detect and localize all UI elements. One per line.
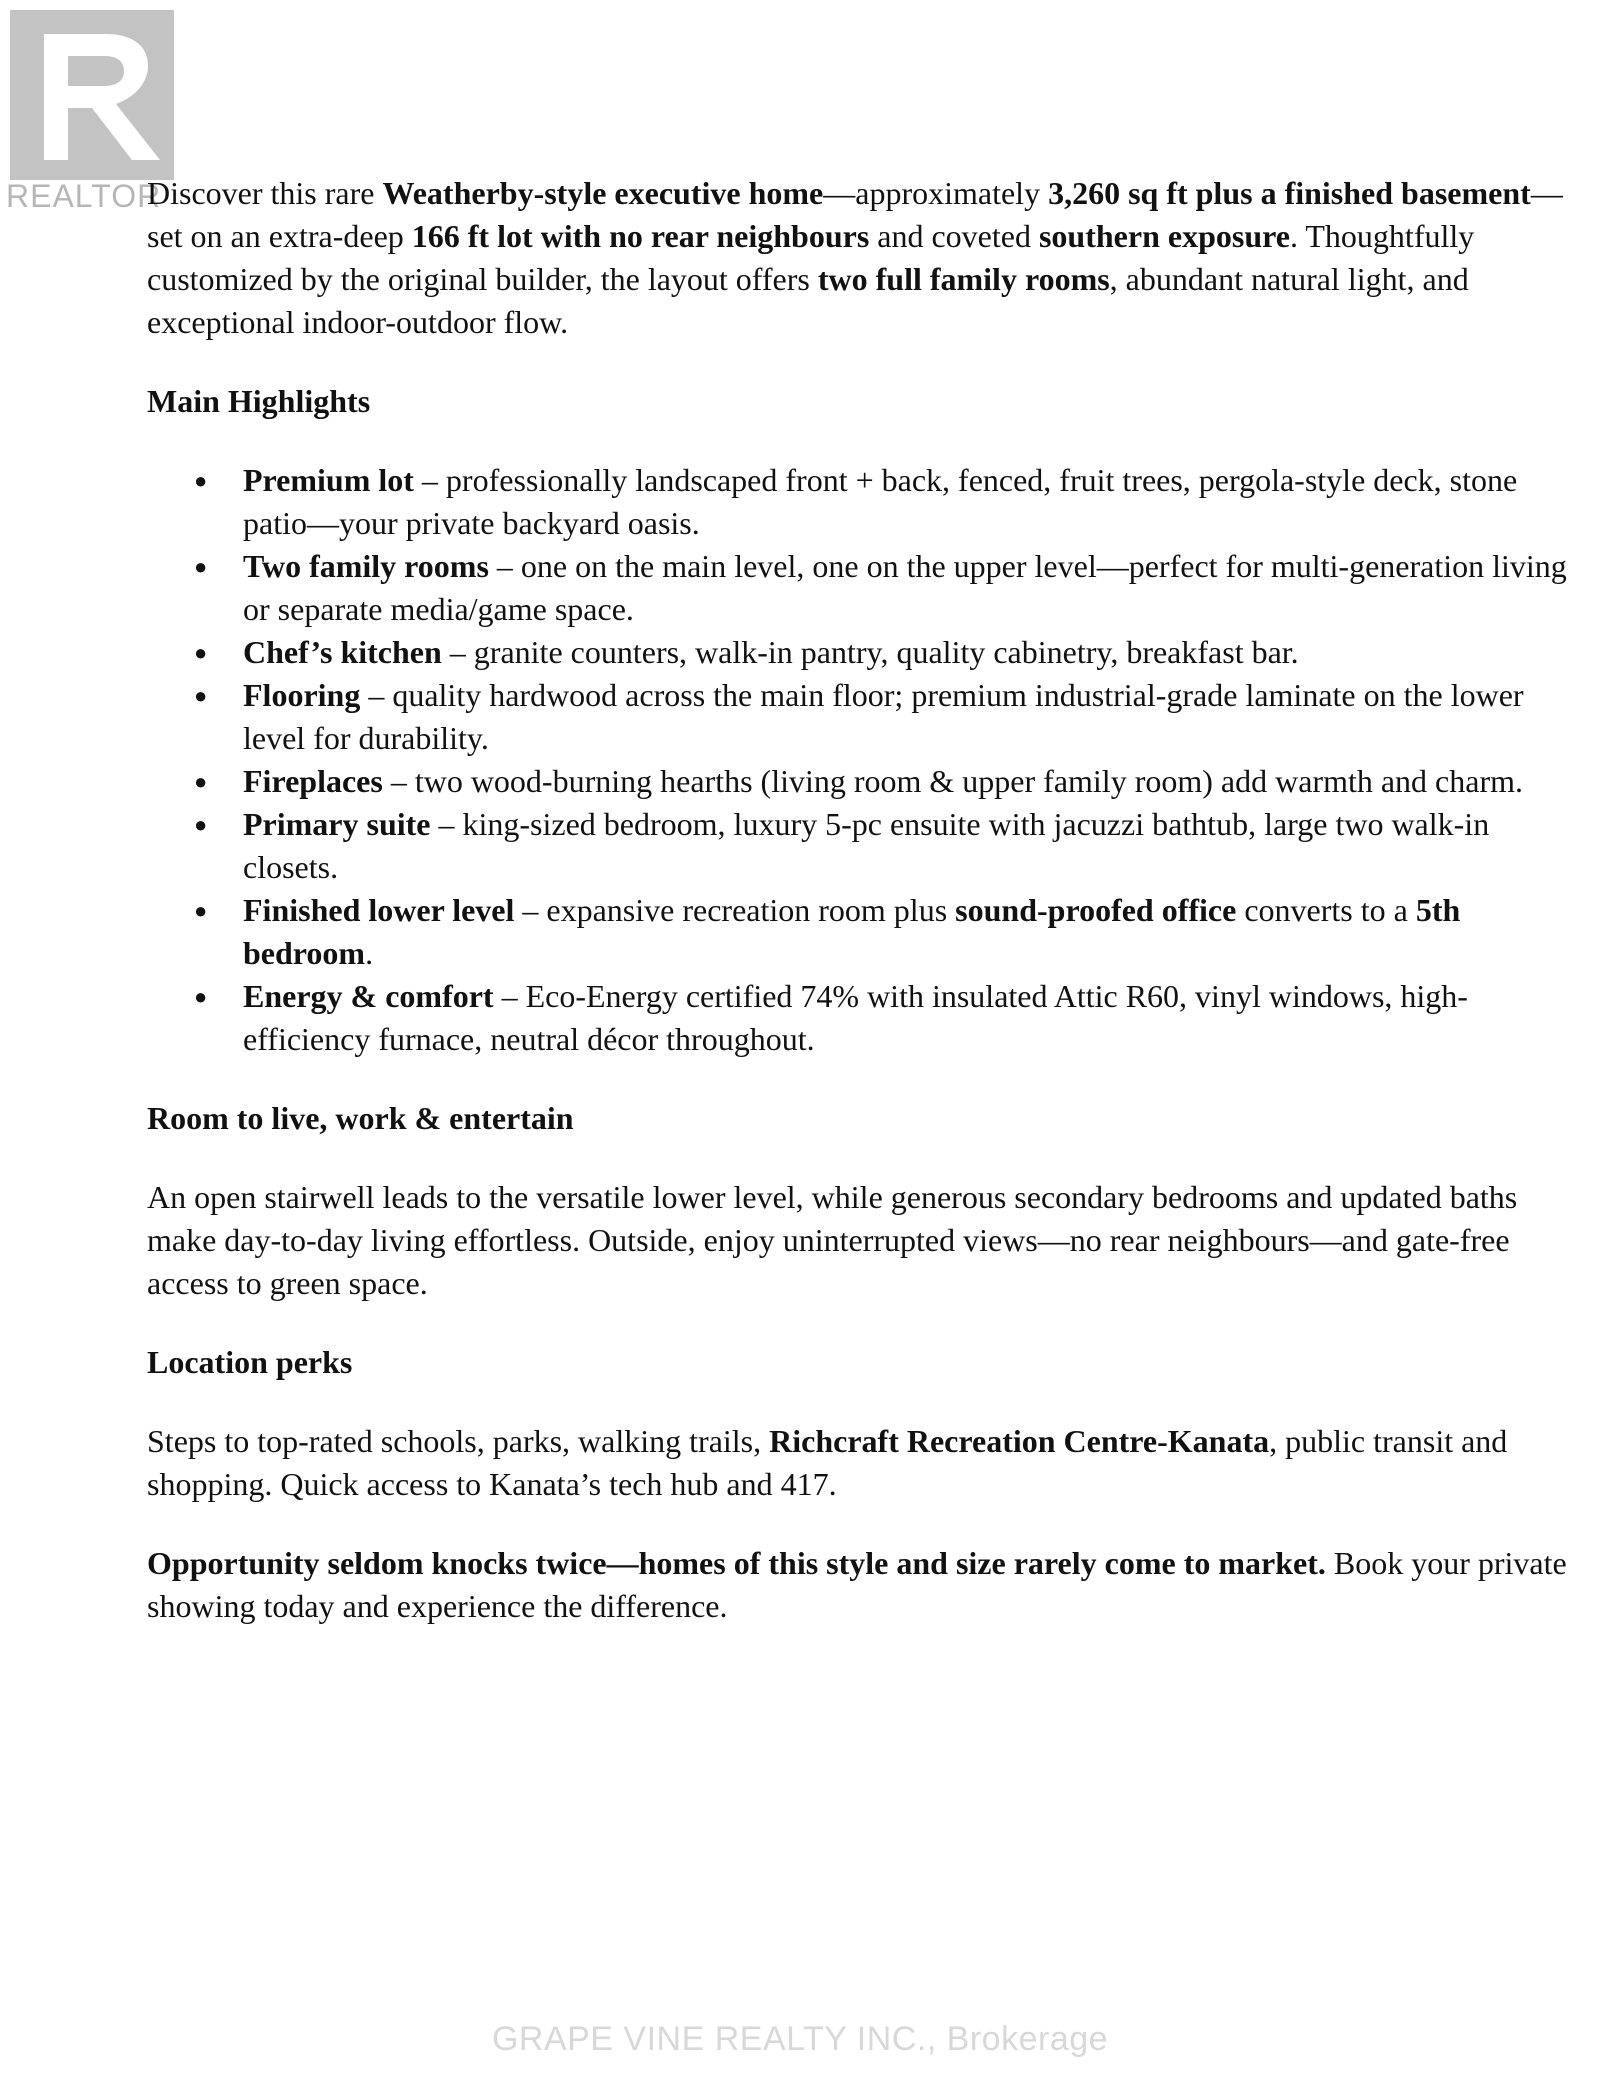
location-heading: Location perks [147,1344,353,1380]
main-highlights-heading: Main Highlights [147,383,371,419]
list-item: ● Primary suite – king-sized bedroom, luxury 5-pc ensuite with jacuzzi bathtub, large two walk-in closets. [147,803,1587,889]
bullet-icon: ● [194,812,208,837]
closing-paragraph: Opportunity seldom knocks twice—homes of this style and size rarely come to market. Book your private showing today and experience the difference. [147,1545,1567,1624]
intro-paragraph: Discover this rare Weatherby-style executive home—approximately 3,260 sq ft plus a finished basement—set on an extra-deep 166 ft lot with no rear neighbours and coveted southern exposure. Thoughtfully customized by the original builder, the layout offers two full family rooms, abundant natural light, and exceptional indoor-outdoor flow. [147,175,1563,340]
bullet-icon: ● [194,554,208,579]
list-item: ● Energy & comfort – Eco-Energy certified 74% with insulated Attic R60, vinyl windows, high-efficiency furnace, neutral décor throughout. [147,975,1587,1061]
live-work-paragraph: An open stairwell leads to the versatile lower level, while generous secondary bedrooms and updated baths make day-to-day living effortless. Outside, enjoy uninterrupted views—no rear neighbours—and gate-free access to green space. [147,1179,1518,1301]
list-item: ● Flooring – quality hardwood across the main floor; premium industrial-grade laminate on the lower level for durability. [147,674,1587,760]
list-item: ● Two family rooms – one on the main level, one on the upper level—perfect for multi-generation living or separate media/game space. [147,545,1587,631]
realtor-logo [10,10,174,180]
bullet-icon: ● [194,984,208,1009]
realtor-r-icon [10,10,174,180]
brokerage-watermark: GRAPE VINE REALTY INC., Brokerage [491,2020,1109,2058]
bullet-icon: ● [194,640,208,665]
realtor-logo-word: REALTOR [6,178,162,214]
highlights-list [147,459,1587,1061]
bullet-icon: ● [194,468,208,493]
bullet-icon: ● [194,683,208,708]
list-item: ● Fireplaces – two wood-burning hearths (living room & upper family room) add warmth and charm. [147,760,1587,803]
list-item: ● Premium lot – professionally landscaped front + back, fenced, fruit trees, pergola-style deck, stone patio—your private backyard oasis. [147,459,1587,545]
list-item: ● Finished lower level – expansive recreation room plus sound-proofed office converts to a 5th bedroom. [147,889,1587,975]
bullet-icon: ● [194,898,208,923]
list-item: ● Chef’s kitchen – granite counters, walk-in pantry, quality cabinetry, breakfast bar. [147,631,1587,674]
location-paragraph: Steps to top-rated schools, parks, walking trails, Richcraft Recreation Centre-Kanata, public transit and shopping. Quick access to Kanata’s tech hub and 417. [147,1423,1508,1502]
bullet-icon: ● [194,769,208,794]
live-work-heading: Room to live, work & entertain [147,1100,574,1136]
listing-description [147,172,1587,1664]
